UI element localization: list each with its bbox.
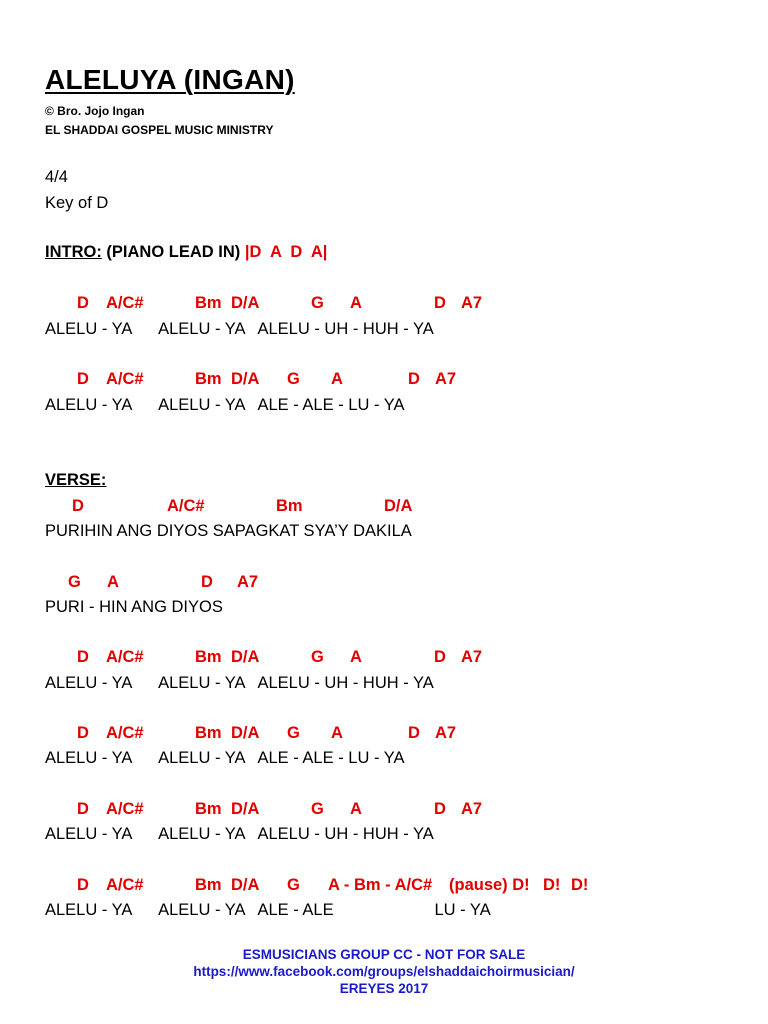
chord: D	[72, 497, 84, 515]
lyric-line: PURIHIN ANG DIYOS SAPAGKAT SYA’Y DAKILA	[45, 522, 412, 540]
lyric-line: ALELU - YA ALELU - YA ALE - ALE LU - YA	[45, 901, 491, 919]
chord: G	[287, 370, 300, 388]
chord: A	[331, 370, 343, 388]
chord: D	[434, 800, 446, 818]
chord: A - Bm - A/C#	[328, 876, 433, 894]
chord: D/A	[231, 876, 260, 894]
chord: D	[408, 370, 420, 388]
chord: (pause) D!	[449, 876, 530, 894]
verse-label: VERSE:	[45, 471, 107, 489]
chord: A	[350, 294, 362, 312]
chord: D	[77, 724, 89, 742]
chord: A/C#	[106, 294, 144, 312]
chord: D	[408, 724, 420, 742]
chord: A7	[461, 294, 483, 312]
chord: A/C#	[106, 648, 144, 666]
chord: D	[77, 800, 89, 818]
chord: Bm	[195, 370, 222, 388]
lyric-line: ALELU - YA ALELU - YA ALELU - UH - HUH - YA	[45, 825, 434, 843]
chord: A7	[461, 648, 483, 666]
chord: A/C#	[106, 370, 144, 388]
lyric-line: PURI - HIN ANG DIYOS	[45, 598, 223, 616]
chord: G	[311, 648, 324, 666]
song-key: Key of D	[45, 194, 109, 212]
chord: A7	[461, 800, 483, 818]
chord: A7	[435, 724, 457, 742]
chord: Bm	[195, 294, 222, 312]
lyric-line: ALELU - YA ALELU - YA ALE - ALE - LU - YA	[45, 749, 405, 767]
chord: D	[77, 294, 89, 312]
chord: A7	[237, 573, 259, 591]
chord: A	[107, 573, 119, 591]
chord: D!	[571, 876, 589, 894]
chord: Bm	[195, 724, 222, 742]
intro-line	[45, 243, 327, 262]
chord: A	[350, 648, 362, 666]
chord: Bm	[195, 876, 222, 894]
chord: G	[287, 724, 300, 742]
chord: D/A	[384, 497, 413, 515]
song-title: ALELUYA (INGAN)	[45, 64, 295, 95]
chord: Bm	[276, 497, 303, 515]
ministry-line: EL SHADDAI GOSPEL MUSIC MINISTRY	[45, 123, 274, 137]
intro-chords: |D A D A|	[244, 243, 328, 261]
intro-note: (PIANO LEAD IN)	[106, 243, 241, 261]
time-signature: 4/4	[45, 168, 68, 186]
chord: D	[77, 648, 89, 666]
footer-credit: EREYES 2017	[339, 981, 429, 996]
chord: D	[434, 648, 446, 666]
chord: D	[201, 573, 213, 591]
copyright-line: © Bro. Jojo Ingan	[45, 104, 145, 118]
chord: A	[331, 724, 343, 742]
chord: A/C#	[106, 724, 144, 742]
chord: A/C#	[106, 876, 144, 894]
footer-link[interactable]: https://www.facebook.com/groups/elshaddaichoirmusician/	[193, 964, 575, 979]
chord: A7	[435, 370, 457, 388]
chord: A/C#	[106, 800, 144, 818]
lyric-line: ALELU - YA ALELU - YA ALELU - UH - HUH - YA	[45, 320, 434, 338]
chord: A/C#	[167, 497, 205, 515]
chord: Bm	[195, 648, 222, 666]
chord: D/A	[231, 648, 260, 666]
chord: G	[287, 876, 300, 894]
chord: D/A	[231, 724, 260, 742]
chord: D	[434, 294, 446, 312]
footer-notice: ESMUSICIANS GROUP CC - NOT FOR SALE	[242, 947, 526, 962]
lyric-line: ALELU - YA ALELU - YA ALELU - UH - HUH - YA	[45, 674, 434, 692]
chord: G	[311, 294, 324, 312]
chord: D/A	[231, 370, 260, 388]
chord: D!	[543, 876, 561, 894]
chord: D	[77, 370, 89, 388]
intro-label: INTRO:	[45, 243, 102, 261]
lyric-line: ALELU - YA ALELU - YA ALE - ALE - LU - YA	[45, 396, 405, 414]
chord: A	[350, 800, 362, 818]
chord: D	[77, 876, 89, 894]
chord: D/A	[231, 294, 260, 312]
chord: G	[68, 573, 81, 591]
chord: G	[311, 800, 324, 818]
chord: D/A	[231, 800, 260, 818]
chord: Bm	[195, 800, 222, 818]
